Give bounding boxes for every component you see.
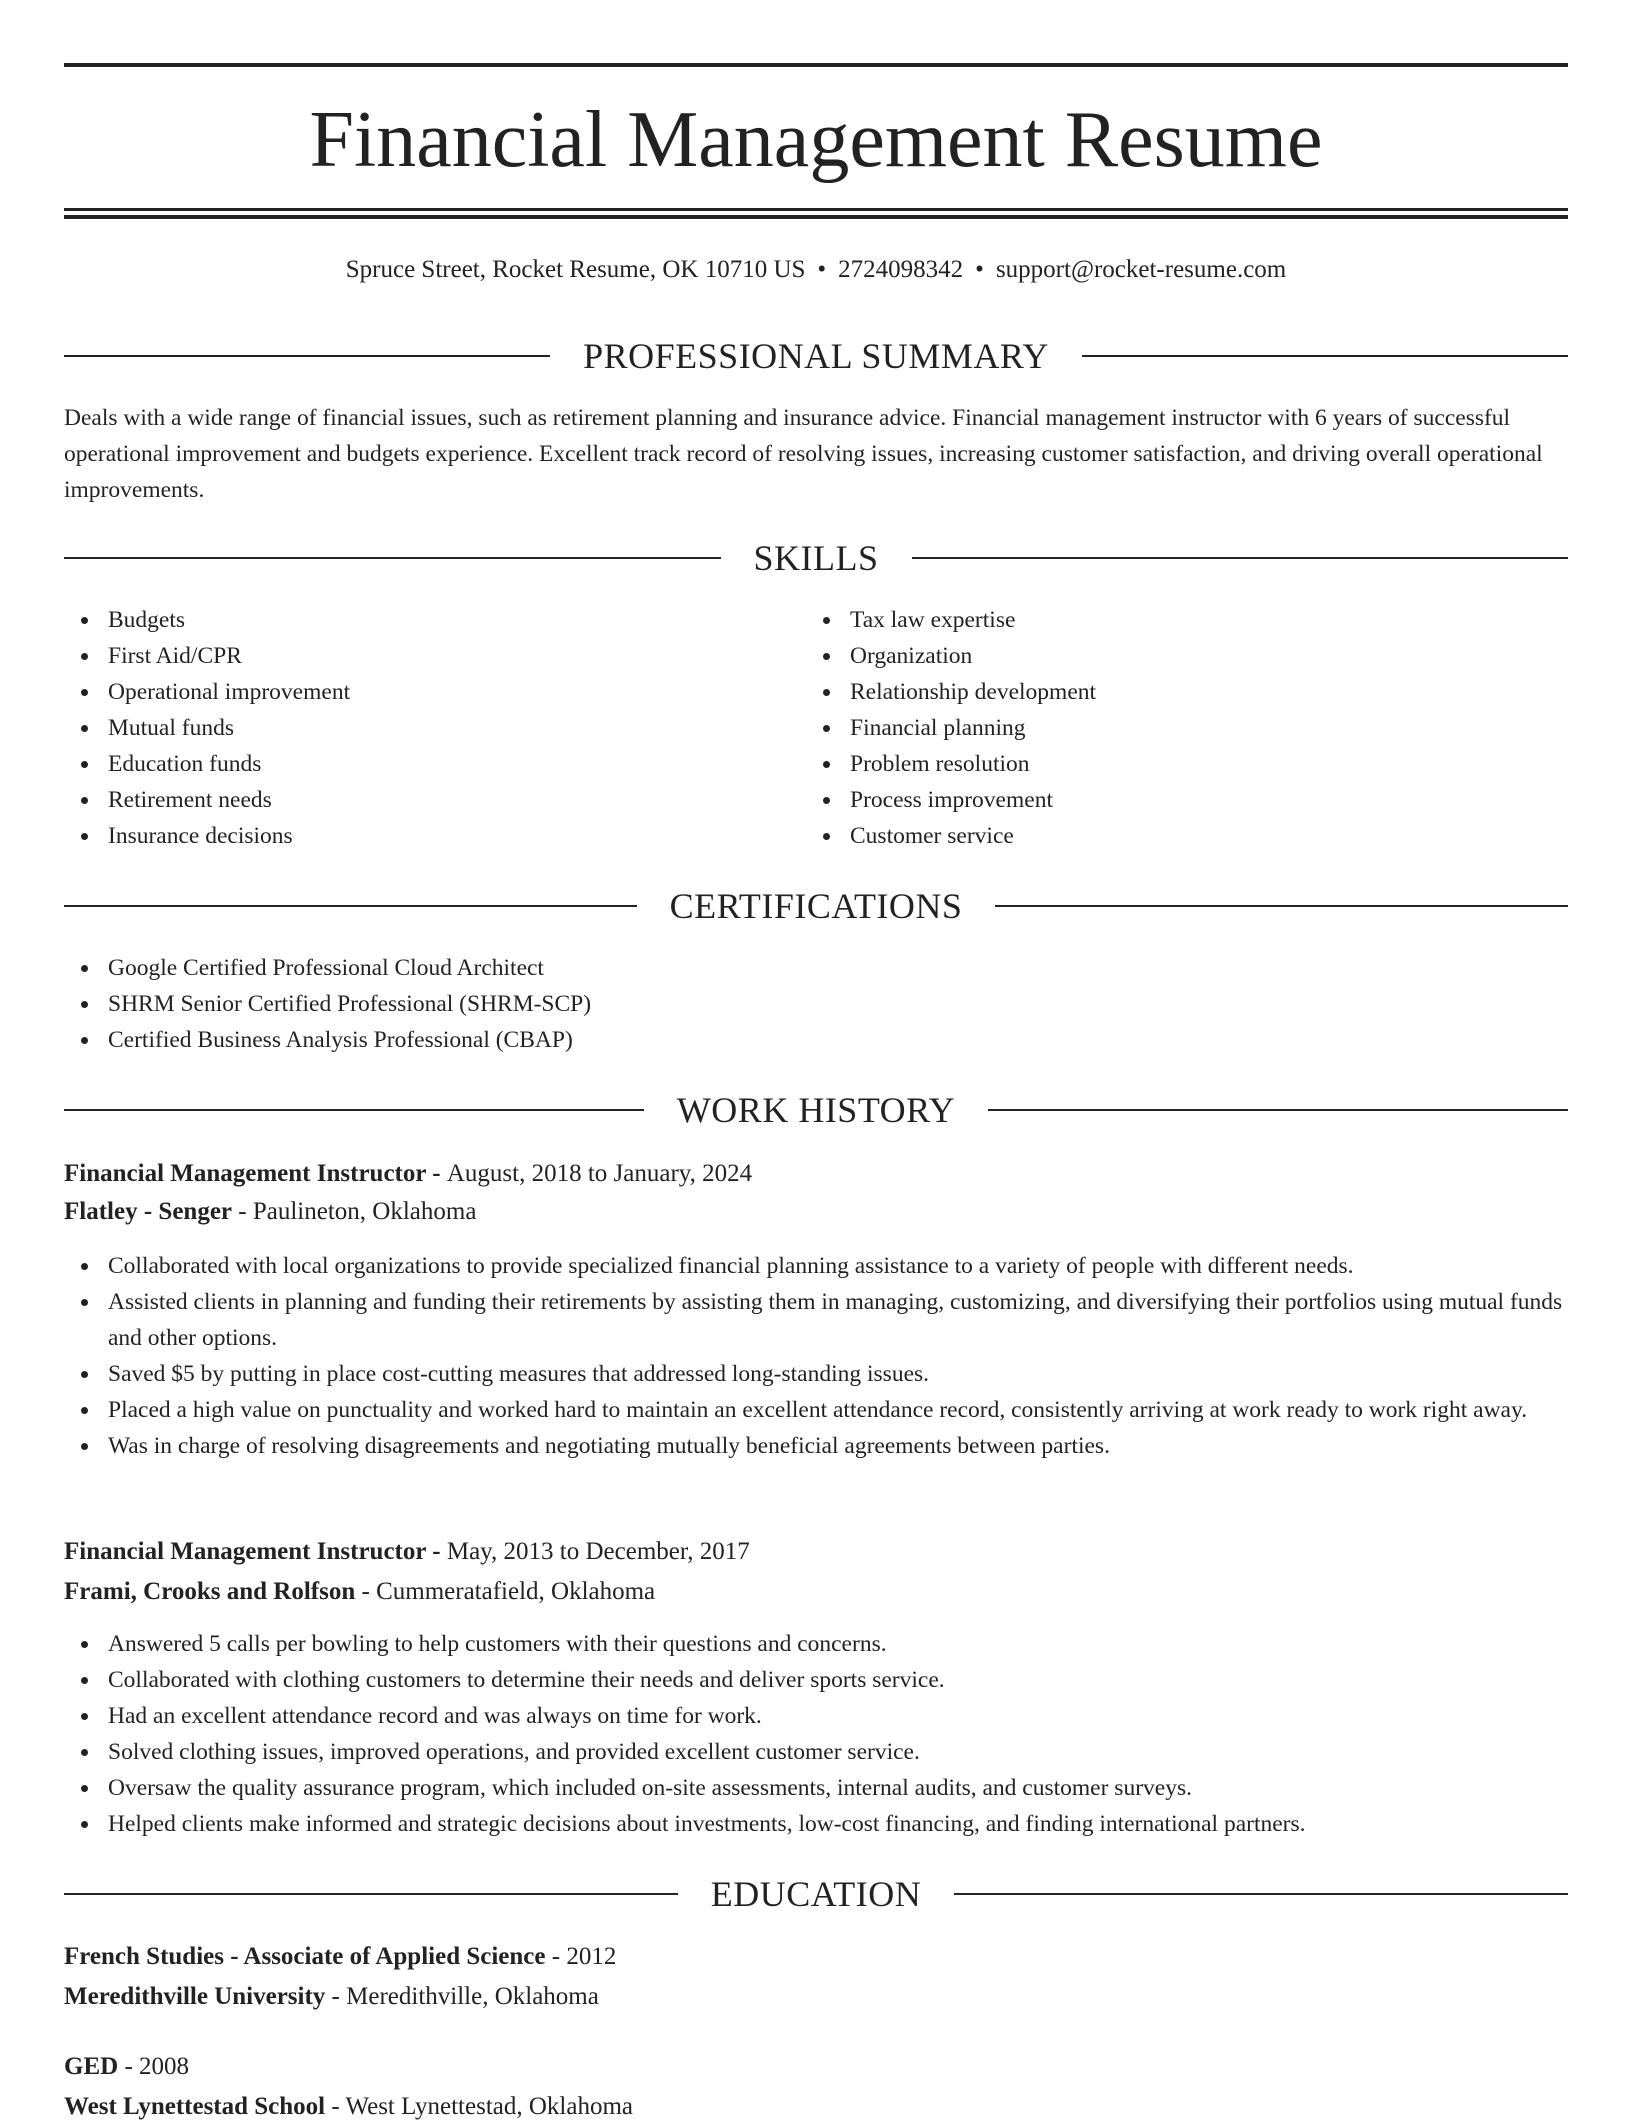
list-item: Helped clients make informed and strategic decisions about investments, low-cost financing, and finding international partners. [108, 1806, 1568, 1842]
section-header-education [64, 1869, 1568, 1919]
certifications-list [64, 950, 591, 1058]
list-item: Collaborated with clothing customers to determine their needs and deliver sports service. [108, 1662, 1568, 1698]
list-item: SHRM Senior Certified Professional (SHRM-SCP) [108, 986, 591, 1022]
list-item: Assisted clients in planning and funding their retirements by assisting them in managing, customizing, and diversifying their portfolios using mutual funds and other options. [108, 1284, 1568, 1356]
contact-line [64, 253, 1568, 287]
divider [64, 905, 637, 907]
list-item: Was in charge of resolving disagreements and negotiating mutually beneficial agreements between parties. [108, 1428, 1568, 1464]
list-item: Certified Business Analysis Professional (CBAP) [108, 1022, 591, 1058]
job-bullets [64, 1248, 1568, 1464]
list-item: Collaborated with local organizations to provide specialized financial planning assistance to a variety of people with different needs. [108, 1248, 1568, 1284]
list-item: Google Certified Professional Cloud Architect [108, 950, 591, 986]
divider [64, 355, 550, 357]
list-item: Budgets [108, 602, 350, 638]
job-dates: May, 2013 to December, 2017 [446, 1538, 750, 1565]
contact-separator: • [975, 256, 984, 283]
divider [1082, 355, 1568, 357]
list-item: Saved $5 by putting in place cost-cutting measures that addressed long-standing issues. [108, 1356, 1568, 1392]
divider [64, 1893, 678, 1895]
summary-text: Deals with a wide range of financial issues, such as retirement planning and insurance advice. Financial management instructor with 6 years of successful operational improvement and budgets experience. Excellent track record of resolving issues, increasing customer satisfaction, and driving overall operational improvements. [64, 405, 1543, 503]
education-degree-line: French Studies - Associate of Applied Science - 2012 [64, 1943, 617, 1970]
job-title: Financial Management Instructor [64, 1538, 427, 1565]
divider [988, 1109, 1568, 1111]
divider [64, 557, 721, 559]
list-item: Financial planning [850, 710, 1096, 746]
education-year: 2012 [566, 1943, 617, 1970]
divider [912, 557, 1569, 559]
list-item: Retirement needs [108, 782, 350, 818]
section-title: WORK HISTORY [676, 1090, 956, 1130]
job-location: Paulineton, Oklahoma [252, 1198, 477, 1225]
education-location: Meredithville, Oklahoma [346, 1983, 599, 2010]
section-header-work-history [64, 1085, 1568, 1135]
list-item: First Aid/CPR [108, 638, 350, 674]
contact-separator: • [817, 256, 827, 283]
list-item: Solved clothing issues, improved operations, and provided excellent customer service. [108, 1734, 1568, 1770]
list-item: Operational improvement [108, 674, 350, 710]
section-header-skills [64, 533, 1568, 583]
list-item: Process improvement [850, 782, 1096, 818]
education-location: West Lynettestad, Oklahoma [345, 2093, 633, 2120]
section-title: EDUCATION [710, 1874, 922, 1914]
divider [954, 1893, 1568, 1895]
job-company-line: Frami, Crooks and Rolfson - Cummeratafield, Oklahoma [64, 1578, 656, 1605]
header-top-rule [64, 63, 1568, 67]
job-title-line: Financial Management Instructor - May, 2013 to December, 2017 [64, 1538, 750, 1565]
section-title: PROFESSIONAL SUMMARY [583, 336, 1049, 376]
job-location: Cummeratafield, Oklahoma [376, 1578, 656, 1605]
skills-list-right [806, 602, 1096, 854]
list-item: Organization [850, 638, 1096, 674]
list-item: Insurance decisions [108, 818, 350, 854]
list-item: Mutual funds [108, 710, 350, 746]
list-item: Had an excellent attendance record and was always on time for work. [108, 1698, 1568, 1734]
job-company-line: Flatley - Senger - Paulineton, Oklahoma [64, 1198, 477, 1225]
education-school: Meredithville University [64, 1983, 326, 2010]
contact-email[interactable]: support@rocket-resume.com [995, 256, 1287, 283]
education-degree: French Studies - Associate of Applied Science [64, 1943, 546, 1970]
section-header-certifications [64, 881, 1568, 931]
list-item: Relationship development [850, 674, 1096, 710]
job-title: Financial Management Instructor [64, 1160, 427, 1187]
list-item: Problem resolution [850, 746, 1096, 782]
resume-page [64, 0, 1568, 2120]
job-bullets [64, 1626, 1568, 1842]
job-dates: August, 2018 to January, 2024 [446, 1160, 753, 1187]
list-item: Tax law expertise [850, 602, 1096, 638]
job-company: Flatley - Senger [64, 1198, 233, 1225]
section-title: CERTIFICATIONS [669, 886, 963, 926]
education-school-line: Meredithville University - Meredithville, Oklahoma [64, 1983, 599, 2010]
list-item: Answered 5 calls per bowling to help customers with their questions and concerns. [108, 1626, 1568, 1662]
list-item: Placed a high value on punctuality and worked hard to maintain an excellent attendance record, consistently arriving at work ready to work right away. [108, 1392, 1568, 1428]
list-item: Oversaw the quality assurance program, which included on-site assessments, internal audits, and customer surveys. [108, 1770, 1568, 1806]
education-school-line: West Lynettestad School - West Lynettestad, Oklahoma [64, 2093, 633, 2120]
job-company: Frami, Crooks and Rolfson [64, 1578, 356, 1605]
list-item: Customer service [850, 818, 1096, 854]
divider [995, 905, 1568, 907]
contact-address: Spruce Street, Rocket Resume, OK 10710 US [345, 256, 806, 283]
list-item: Education funds [108, 746, 350, 782]
education-year: 2008 [139, 2053, 190, 2080]
header-bottom-rule [64, 208, 1568, 219]
education-school: West Lynettestad School [64, 2093, 326, 2120]
resume-title: Financial Management Resume [309, 96, 1323, 184]
divider [64, 1109, 644, 1111]
education-degree: GED [64, 2053, 119, 2080]
job-title-line: Financial Management Instructor - August, 2018 to January, 2024 [64, 1160, 753, 1187]
skills-list-left [64, 602, 350, 854]
section-header-summary [64, 331, 1568, 381]
education-degree-line: GED - 2008 [64, 2053, 190, 2080]
section-title: SKILLS [753, 538, 879, 578]
contact-phone: 2724098342 [838, 256, 964, 283]
